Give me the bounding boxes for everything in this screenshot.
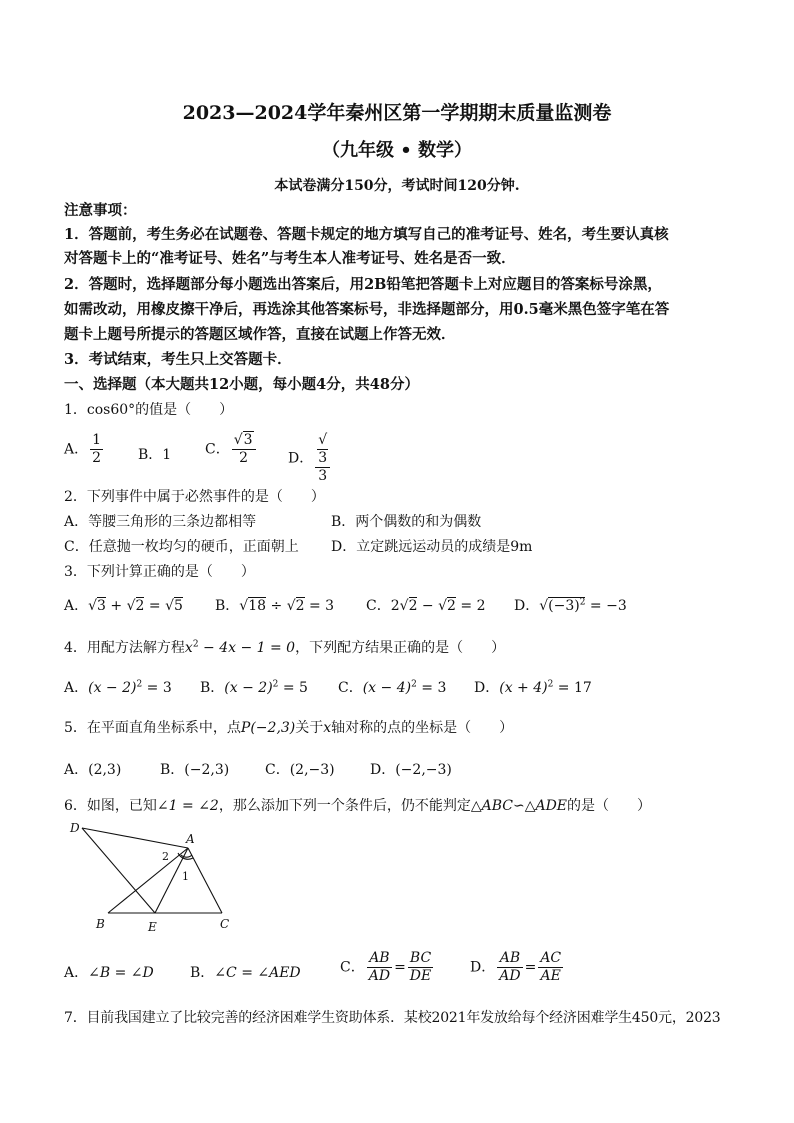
q4-b-rest: = 5	[278, 680, 308, 696]
q5-stem	[64, 717, 513, 737]
q4-c-exponent: 2	[411, 679, 417, 690]
q6-option-c	[340, 950, 435, 985]
q1-d-denominator: 3	[318, 468, 328, 484]
q6-d-num1: AB	[497, 950, 522, 968]
q5-stem-mid: 关于	[295, 720, 324, 736]
q4-option-d	[474, 677, 592, 697]
q5-axis: x	[323, 720, 332, 736]
notice-heading: 注意事项：	[64, 202, 137, 219]
q4-stem-post: ，下列配方结果正确的是（ ）	[295, 640, 506, 656]
q5-option-c: C．(2,−3)	[265, 762, 335, 778]
q6-c-fraction-2	[408, 950, 433, 985]
q1-a-denominator: 2	[92, 450, 102, 466]
q5-option-a: A．(2,3)	[64, 762, 122, 778]
q4-d-base: (x + 4)	[499, 680, 548, 696]
q3-a-radicand-3: 5	[174, 598, 183, 614]
q1-option-d-fraction	[315, 432, 330, 485]
q3-a-radicand-2: 2	[135, 598, 145, 614]
q6-d-den1: AD	[499, 968, 521, 984]
notice-item1-line2: 对答题卡上的“准考证号、姓名”与考生本人准考证号、姓名是否一致．	[64, 250, 516, 267]
notice-item2-line1: 2．答题时，选择题部分每小题选出答案后，用2B铅笔把答题卡上对应题目的答案标号涂黑，	[64, 276, 662, 293]
q6-option-a	[64, 962, 154, 982]
q4-option-a	[64, 677, 172, 697]
q3-option-d: D．$√(-3)^2 = -3$	[514, 597, 627, 614]
q6-b-label: B．	[190, 965, 215, 981]
q2-option-a: A．等腰三角形的三条边都相等	[64, 514, 257, 530]
q3-a-plus: +	[105, 598, 127, 614]
q5-option-b: B．(−2,3)	[160, 762, 230, 778]
q4-b-label: B．	[200, 680, 225, 696]
q1-option-d-label: D．	[288, 450, 314, 467]
q4-b-base: (x − 2)	[224, 680, 273, 696]
q6-angle-label-1: 1	[182, 870, 189, 883]
q3-c-coefficient: 2	[390, 598, 400, 614]
q6-similarity: △ABC∽△ADE	[470, 798, 568, 814]
q1-d-radicand: 3	[318, 450, 328, 466]
q1-option-c	[205, 432, 258, 467]
q3-option-b: B．√18 ÷ √2 = 3	[215, 598, 335, 614]
q6-stem-post: 的是（ ）	[567, 798, 652, 814]
q6-segment-AC	[188, 848, 222, 913]
q3-d-inner: (−3)	[548, 598, 580, 614]
q6-label-D: D	[70, 821, 80, 835]
q2-option-b: B．两个偶数的和为偶数	[331, 514, 482, 530]
q4-c-rest: = 3	[416, 680, 447, 696]
q3-c-radicand-1: 2	[408, 598, 418, 614]
q1-c-radicand: 3	[243, 432, 253, 448]
section1-heading: 一、选择题（本大题共12小题，每小题4分，共48分）	[64, 376, 419, 393]
exam-subtitle: （九年级 • 数学）	[321, 140, 473, 161]
q4-c-label: C．	[338, 680, 363, 696]
q4-a-exponent: 2	[136, 679, 143, 690]
q3-b-divide: ÷	[266, 598, 287, 614]
q6-stem-pre: 6．如图，已知	[64, 798, 157, 814]
q5-option-d: D．(−2,−3)	[370, 762, 452, 778]
q3-stem: 3．下列计算正确的是（ ）	[64, 564, 255, 580]
q6-d-den2: AE	[540, 968, 561, 984]
q4-stem	[64, 637, 505, 657]
q6-c-num2: BC	[408, 950, 433, 968]
q1-option-a-fraction	[90, 432, 103, 467]
q3-option-a: A．√3 + √2 = √5	[64, 598, 183, 614]
q5-stem-post: 轴对称的点的坐标是（ ）	[331, 720, 514, 736]
q6-c-equals: =	[394, 959, 406, 976]
notice-item2-line3: 题卡上题号所提示的答题区域作答，直接在试题上作答无效．	[64, 326, 456, 343]
q3-d-equals: = −3	[585, 598, 627, 614]
q4-eq-exponent: 2	[192, 639, 199, 650]
q6-c-den1: AD	[368, 968, 391, 984]
q4-a-base: (x − 2)	[88, 680, 137, 696]
q3-option-c: C．2√2 − √2 = 2	[366, 598, 486, 614]
q2-option-c: C．任意抛一枚均匀的硬币，正面朝上	[64, 539, 299, 555]
q3-a-label: A．	[64, 598, 89, 614]
q3-a-equals: =	[144, 598, 166, 614]
q7-stem: 7．目前我国建立了比较完善的经济困难学生资助体系．某校2021年发放给每个经济困难学生450元，2023	[64, 1010, 721, 1026]
q1-options	[64, 432, 105, 467]
q6-a-expr: ∠B = ∠D	[88, 965, 154, 981]
q4-d-label: D．	[474, 680, 500, 696]
notice-item2-line2: 如需改动，用橡皮擦干净后，再选涂其他答案标号，非选择题部分，用0.5毫米黑色签字笔在答	[64, 301, 670, 318]
q4-eq-x: x	[184, 640, 193, 656]
q4-a-label: A．	[64, 680, 89, 696]
notice-item3: 3．考试结束，考生只上交答题卡．	[64, 351, 292, 368]
q1-c-denominator: 2	[239, 450, 249, 466]
q3-d-label: D．	[514, 598, 540, 614]
q6-condition: ∠1 = ∠2	[156, 798, 219, 814]
q1-d-numerator: √ 3	[315, 432, 330, 468]
q6-option-b	[190, 962, 301, 982]
q1-option-c-fraction	[232, 432, 256, 467]
q6-segment-DE	[82, 828, 155, 913]
q6-label-A: A	[186, 832, 195, 846]
q4-a-rest: = 3	[142, 680, 172, 696]
q6-triangle-figure	[60, 818, 250, 938]
q3-d-radicand	[548, 597, 585, 614]
q3-b-radicand-2: 2	[295, 598, 305, 614]
q4-option-b	[200, 677, 308, 697]
q2-stem: 2．下列事件中属于必然事件的是（ ）	[64, 489, 325, 505]
q1-option-c-label: C．	[205, 441, 230, 458]
q1-option-b: B．1	[138, 447, 172, 463]
q4-c-base: (x − 4)	[362, 680, 412, 696]
q3-b-radicand-1: 18	[248, 598, 267, 614]
q4-option-c	[338, 677, 446, 697]
q4-stem-pre: 4．用配方法解方程	[64, 640, 185, 656]
q6-option-d	[470, 950, 565, 985]
q3-b-label: B．	[215, 598, 240, 614]
q6-d-equals: =	[524, 959, 537, 976]
q3-c-label: C．	[366, 598, 391, 614]
notice-item1-line1: 1．答题前，考生务必在试题卷、答题卡规定的地方填写自己的准考证号、姓名，考生要认真核	[64, 226, 669, 243]
q3-c-equals: = 2	[455, 598, 486, 614]
q6-b-expr: ∠C = ∠AED	[214, 965, 301, 981]
q6-label-E: E	[148, 920, 157, 934]
q3-d-exponent: 2	[579, 597, 586, 608]
q2-option-d: D．立定跳远运动员的成绩是9m	[331, 539, 533, 555]
exam-title: 2023—2024学年秦州区第一学期期末质量监测卷	[182, 102, 612, 124]
q6-a-label: A．	[64, 965, 89, 981]
q6-stem-mid: ，那么添加下列一个条件后，仍不能判定	[218, 798, 471, 814]
q6-label-C: C	[220, 917, 230, 931]
q4-d-exponent: 2	[547, 679, 554, 690]
q6-c-den2: DE	[409, 968, 432, 984]
q1-option-a-label: A．	[64, 441, 89, 458]
q6-angle-label-2: 2	[162, 850, 169, 863]
q1-c-numerator: √3	[232, 432, 256, 450]
score-note: 本试卷满分150分，考试时间120分钟.	[274, 178, 520, 194]
q6-segment-DA	[82, 828, 188, 848]
q4-b-exponent: 2	[272, 679, 279, 690]
q1-stem: 1．cos60°的值是（ ）	[64, 402, 234, 418]
q3-c-minus: −	[417, 598, 439, 614]
q6-d-label: D．	[470, 959, 496, 976]
q6-d-num2: AC	[540, 950, 562, 966]
q6-c-num1: AB	[367, 950, 392, 968]
q1-a-numerator: 1	[92, 432, 102, 448]
q5-stem-pre: 5．在平面直角坐标系中，点	[64, 720, 241, 736]
q6-stem	[64, 795, 651, 815]
q6-d-fraction-1	[497, 950, 522, 985]
q4-d-rest: = 17	[553, 680, 592, 696]
q4-eq-rest: − 4x − 1 = 0	[198, 640, 296, 656]
q6-label-B: B	[96, 917, 105, 931]
q6-d-fraction-2	[538, 950, 563, 985]
q5-point: P(−2,3)	[240, 720, 296, 736]
q6-segment-AB	[108, 848, 188, 913]
q6-c-label: C．	[340, 959, 365, 976]
q3-c-radicand-2: 2	[447, 598, 456, 614]
q6-angle-arc-inner	[181, 855, 192, 857]
q6-c-fraction-1	[367, 950, 392, 985]
q3-a-radicand-1: 3	[97, 598, 106, 614]
q1-option-d	[288, 432, 332, 485]
q3-b-equals: = 3	[304, 598, 335, 614]
